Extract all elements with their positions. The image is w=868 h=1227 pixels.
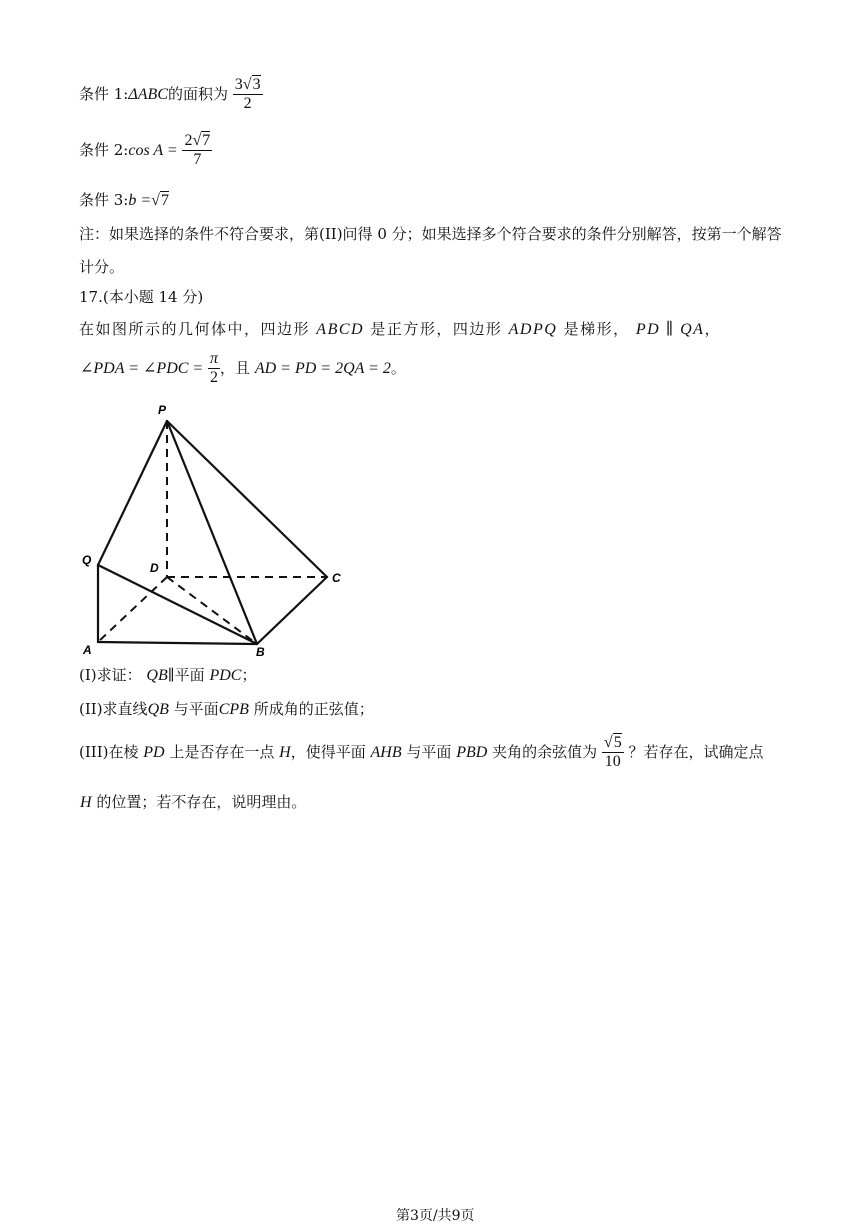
q3-fraction — [602, 734, 624, 772]
stmt-math-abcd: ABCD — [316, 321, 365, 338]
condition-1-denominator: 2 — [243, 95, 252, 113]
edge-AB — [98, 642, 257, 644]
q3-math-pbd: PBD — [456, 743, 488, 761]
q2-text: 与平面 — [173, 700, 219, 718]
problem-statement-line-1 — [79, 318, 721, 339]
stmt-text: ， — [704, 320, 721, 338]
problem-statement-line-2 — [80, 350, 406, 388]
q3-math-pd: PD — [143, 743, 165, 761]
q3-text: 与平面 — [406, 742, 452, 761]
q3-math-h: H — [279, 743, 291, 761]
stmt-math-parallel: PD ∥ QA — [635, 321, 705, 338]
q1-text: ； — [241, 666, 257, 684]
question-2 — [79, 698, 374, 719]
condition-1-radicand: 3 — [252, 76, 261, 93]
question-1 — [79, 664, 256, 685]
q1-math-qb: QB — [146, 667, 168, 684]
stmt-text: ，且 — [220, 358, 251, 377]
condition-2-math: cos A = — [128, 141, 178, 159]
hidden-edge-DA — [98, 577, 167, 642]
condition-1-text: 的面积为 — [167, 84, 228, 103]
label-P: P — [158, 403, 167, 417]
condition-2-prefix: 条件 2: — [79, 140, 129, 159]
note-line-2: 计分。 — [79, 258, 125, 276]
problem-title: 17.(本小题 14 分) — [79, 288, 204, 306]
condition-2-coef: 2 — [184, 132, 193, 149]
stmt-frac-num: π — [208, 350, 220, 369]
condition-3 — [79, 189, 169, 210]
q3-denominator: 10 — [604, 753, 621, 771]
stmt-math-adpq: ADPQ — [508, 321, 558, 338]
q1-math-pdc: PDC — [209, 667, 242, 684]
condition-1 — [79, 76, 263, 114]
edge-CB — [257, 577, 327, 644]
sqrt-symbol: √7 — [192, 132, 211, 149]
condition-3-sqrt: √7 — [151, 192, 169, 209]
q3-text: ？若存在，试确定点 — [628, 742, 764, 761]
q1-text: ∥平面 — [167, 666, 205, 684]
q3-math-h: H — [80, 794, 92, 811]
q3-text: 上是否存在一点 — [169, 742, 275, 761]
stmt-math-lengths: AD = PD = 2QA = 2 — [254, 359, 391, 377]
q3-radicand: 5 — [613, 734, 622, 751]
sqrt-symbol: √5 — [603, 734, 622, 751]
stmt-text: 是正方形，四边形 — [370, 320, 503, 338]
q3-math-ahb: AHB — [370, 743, 402, 761]
q1-text: (I)求证： — [79, 666, 142, 684]
q2-text: (II)求直线 — [79, 700, 148, 718]
question-3-continued — [80, 791, 306, 812]
edge-QB — [98, 565, 257, 644]
edge-PQ — [98, 421, 167, 565]
condition-2 — [79, 132, 212, 170]
edge-PC — [167, 421, 327, 577]
condition-1-prefix: 条件 1: — [79, 84, 129, 103]
q3-text: (III)在棱 — [79, 742, 139, 761]
stmt-fraction-pi-2 — [208, 350, 220, 388]
condition-1-coef: 3 — [234, 76, 243, 93]
condition-2-fraction — [182, 132, 212, 170]
condition-2-denominator: 7 — [193, 151, 202, 169]
q2-text: 所成角的正弦值； — [253, 700, 374, 718]
stmt-math-angles: ∠PDA = ∠PDC = — [80, 359, 204, 377]
condition-1-fraction — [233, 76, 263, 114]
page-footer: 第3页/共9页 — [396, 1208, 475, 1224]
geometry-figure — [80, 400, 360, 660]
label-B: B — [256, 645, 265, 659]
q2-math-cpb: CPB — [218, 701, 249, 718]
question-3 — [79, 734, 763, 772]
q3-text: ，使得平面 — [290, 742, 366, 761]
condition-1-math: ΔABC — [128, 85, 168, 103]
q3-text: 的位置；若不存在，说明理由。 — [96, 793, 307, 811]
stmt-text: 是梯形， — [563, 320, 630, 338]
condition-3-prefix: 条件 3: — [79, 191, 129, 209]
stmt-text: 。 — [390, 358, 406, 377]
condition-3-radicand: 7 — [160, 192, 169, 209]
sqrt-symbol: √3 — [242, 76, 261, 93]
label-Q: Q — [82, 553, 92, 567]
stmt-frac-den: 2 — [210, 369, 218, 387]
note-line-1: 注：如果选择的条件不符合要求，第(II)问得 0 分；如果选择多个符合要求的条件分别解答，按第一个解答 — [79, 225, 782, 243]
label-A: A — [83, 643, 92, 657]
condition-2-radicand: 7 — [202, 132, 211, 149]
q2-math-qb: QB — [147, 701, 169, 718]
stmt-text: 在如图所示的几何体中，四边形 — [79, 320, 311, 338]
q3-text: 夹角的余弦值为 — [492, 742, 598, 761]
label-C: C — [332, 571, 341, 585]
label-D: D — [150, 561, 159, 575]
condition-3-math: b = — [128, 192, 152, 209]
